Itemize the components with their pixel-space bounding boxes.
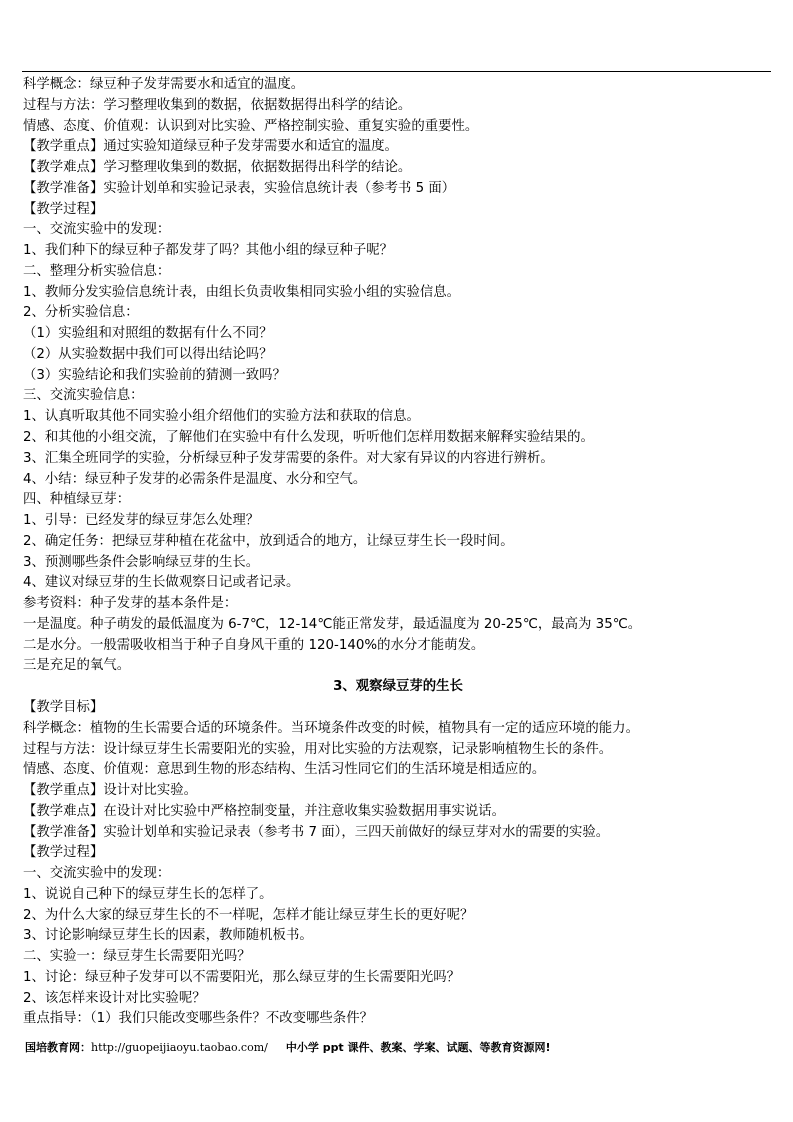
text-line: 过程与方法：设计绿豆芽生长需要阳光的实验，用对比实验的方法观察，记录影响植物生长的条件。 (23, 741, 613, 757)
text-line: 1、教师分发实验信息统计表，由组长负责收集相同实验小组的实验信息。 (23, 284, 461, 300)
text-line: 2、该怎样来设计对比实验呢？ (23, 990, 206, 1006)
text-line: 3、预测哪些条件会影响绿豆芽的生长。 (23, 554, 260, 570)
text-line: 二、实验一：绿豆芽生长需要阳光吗？ (23, 949, 251, 965)
text-line: 四、种植绿豆芽： (23, 492, 131, 508)
text-line: 科学概念：植物的生长需要合适的环境条件。当环境条件改变的时候，植物具有一定的适应环境的能力。 (23, 720, 639, 736)
text-line: 重点指导：（1）我们只能改变哪些条件？不改变哪些条件？ (23, 1011, 373, 1027)
text-line: （3）实验结论和我们实验前的猜测一致吗？ (23, 367, 286, 383)
text-line: 参考资料：种子发芽的基本条件是： (23, 596, 238, 612)
text-line: 1、认真听取其他不同实验小组介绍他们的实验方法和获取的信息。 (23, 409, 420, 425)
text-line: 情感、态度、价值观：认识到对比实验、严格控制实验、重复实验的重要性。 (23, 118, 479, 134)
text-line: 【教学准备】实验计划单和实验记录表（参考书 7 面），三四天前做好的绿豆芽对水的需要的实验。 (23, 824, 610, 840)
footer-slogan: 中小学 ppt 课件、教案、学案、试题、等教育资源网! (285, 1041, 551, 1054)
text-line: 1、引导：已经发芽的绿豆芽怎么处理？ (23, 513, 260, 529)
text-line: 2、确定任务：把绿豆芽种植在花盆中，放到适合的地方，让绿豆芽生长一段时间。 (23, 533, 514, 549)
text-line: 三是充足的氧气。 (23, 658, 131, 674)
text-line: 2、分析实验信息： (23, 305, 139, 321)
text-line: 2、和其他的小组交流，了解他们在实验中有什么发现，听听他们怎样用数据来解释实验结果的。 (23, 430, 594, 446)
text-line: 1、讨论：绿豆种子发芽可以不需要阳光，那么绿豆芽的生长需要阳光吗？ (23, 969, 461, 985)
text-line: 【教学目标】 (23, 699, 104, 715)
text-line: 过程与方法：学习整理收集到的数据，依据数据得出科学的结论。 (23, 97, 412, 113)
text-line: 一、交流实验中的发现： (23, 866, 171, 882)
text-line: 【教学重点】设计对比实验。 (23, 783, 198, 799)
footer-site-link[interactable]: http://guopeijiaoyu.taobao.com/ (91, 1041, 268, 1054)
text-line: 【教学重点】通过实验知道绿豆种子发芽需要水和适宜的温度。 (23, 139, 398, 155)
text-line: 【教学准备】实验计划单和实验记录表，实验信息统计表（参考书 5 面） (23, 180, 456, 196)
text-line: 3、讨论影响绿豆芽生长的因素，教师随机板书。 (23, 928, 313, 944)
text-line: 三、交流实验信息： (23, 388, 144, 404)
text-line: 一是温度。种子萌发的最低温度为 6-7℃，12-14℃能正常发芽，最适温度为 20-25℃，最高为 35℃。 (23, 616, 642, 632)
text-line: 【教学过程】 (23, 201, 104, 217)
text-line: 1、说说自己种下的绿豆芽生长的怎样了。 (23, 886, 273, 902)
header-rule (22, 71, 771, 72)
text-line: （1）实验组和对照组的数据有什么不同？ (23, 326, 273, 342)
footer-site-label: 国培教育网： (25, 1041, 91, 1054)
text-line: 【教学难点】在设计对比实验中严格控制变量，并注意收集实验数据用事实说话。 (23, 803, 506, 819)
text-line: 2、为什么大家的绿豆芽生长的不一样呢，怎样才能让绿豆芽生长的更好呢？ (23, 907, 474, 923)
document-body (23, 75, 773, 1030)
text-line: 3、汇集全班同学的实验，分析绿豆种子发芽需要的条件。对大家有异议的内容进行辨析。 (23, 450, 554, 466)
text-line: 二是水分。一般需吸收相当于种子自身风干重的 120-140%的水分才能萌发。 (23, 637, 485, 653)
text-line: 一、交流实验中的发现： (23, 222, 171, 238)
text-line: 4、建议对绿豆芽的生长做观察日记或者记录。 (23, 575, 300, 591)
text-line: 1、我们种下的绿豆种子都发芽了吗？其他小组的绿豆种子呢？ (23, 243, 394, 259)
text-line: 【教学过程】 (23, 845, 104, 861)
page-footer (25, 1040, 765, 1056)
text-line: 情感、态度、价值观：意思到生物的形态结构、生活习性同它们的生活环境是相适应的。 (23, 762, 546, 778)
section-title: 3、观察绿豆芽的生长 (333, 679, 463, 695)
text-line: 科学概念：绿豆种子发芽需要水和适宜的温度。 (23, 77, 305, 92)
text-line: 【教学难点】学习整理收集到的数据，依据数据得出科学的结论。 (23, 160, 412, 176)
text-line: 4、小结：绿豆种子发芽的必需条件是温度、水分和空气。 (23, 471, 367, 487)
text-line: （2）从实验数据中我们可以得出结论吗？ (23, 346, 273, 362)
text-line: 二、整理分析实验信息： (23, 263, 171, 279)
